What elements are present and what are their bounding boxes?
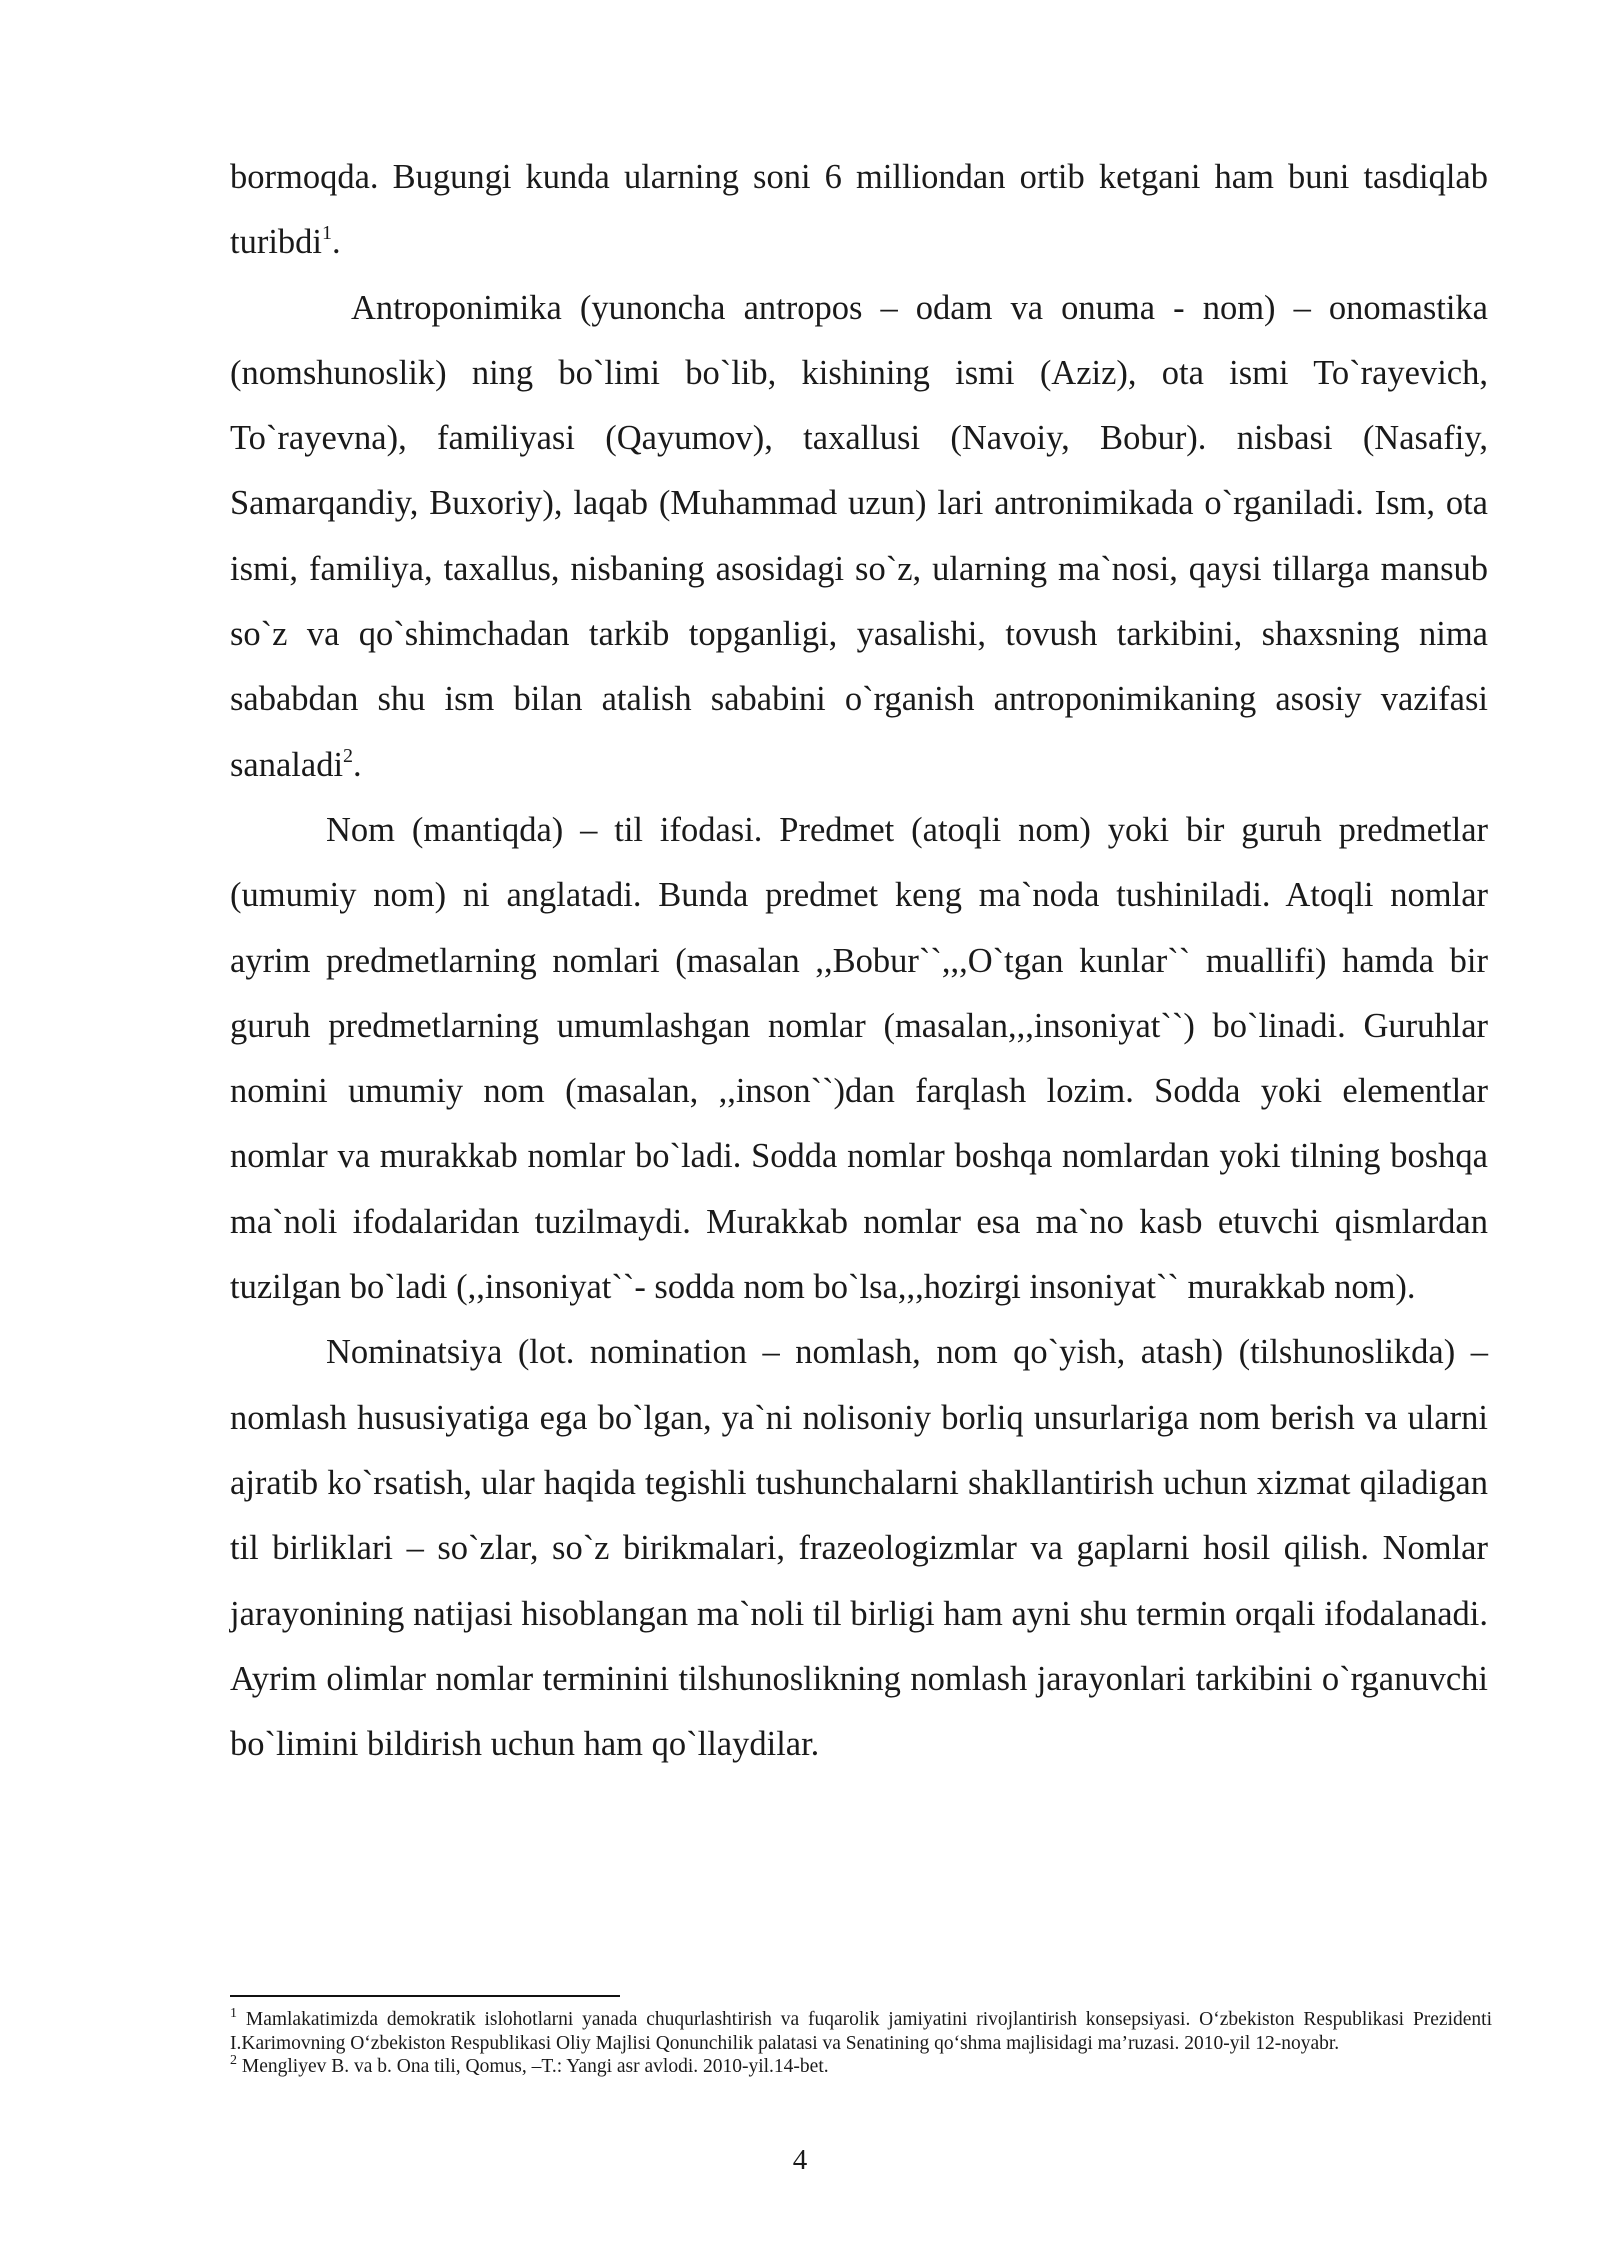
paragraph-3: Nom (mantiqda) – til ifodasi. Predmet (atoqli nom) yoki bir guruh predmetlar (umumiy nom) ni anglatadi. Bunda predmet keng ma`noda tushiniladi. Atoqli nomlar ayrim predmetlarning nomlari (masalan ,,Bobur``,,,O`tgan kunlar`` muallifi) hamda bir guruh predmetlarning umumlashgan nomlar (masalan,,,insoniyat``) bo`linadi. Guruhlar nomini umumiy nom (masalan, ,,inson``)dan farqlash lozim. Sodda yoki elementlar nomlar va murakkab nomlar bo`ladi. Sodda nomlar boshqa nomlardan yoki tilning boshqa ma`noli ifodalaridan tuzilmaydi. Murakkab nomlar esa ma`no kasb etuvchi qismlardan tuzilgan bo`ladi (,,insoniyat``- sodda nom bo`lsa,,,hozirgi insoniyat`` murakkab nom). xyxy=(230,810,1488,1307)
paragraph-2-tail: . xyxy=(353,745,362,784)
paragraph-2-text: Antroponimika (yunoncha antropos – odam va onuma - nom) – onomastika (nomshunoslik) ning bo`limi bo`lib, kishining ismi (Aziz), ota ismi To`rayevich, To`rayevna), familiyasi (Qayumov), taxallusi (Navoiy, Bobur). nisbasi (Nasafiy, Samarqandiy, Buxoriy), laqab (Muhammad uzun) lari antronimikada o`rganiladi. Ism, ota ismi, familiya, taxallus, nisbaning asosidagi so`z, ularning ma`nosi, qaysi tillarga mansub so`z va qo`shimchadan tarkib topganligi, yasalishi, tovush tarkibini, shaxsning nima sababdan shu ism bilan atalish sababini o`rganish antroponimikaning asosiy vazifasi sanaladi xyxy=(230,288,1488,784)
paragraph-1 xyxy=(230,145,1488,276)
footnote-1-marker: 1 xyxy=(230,2006,237,2021)
paragraph-4: Nominatsiya (lot. nomination – nomlash, nom qo`yish, atash) (tilshunoslikda) – nomlash hususiyatiga ega bo`lgan, ya`ni nolisoniy borliq unsurlariga nom berish va ularni ajratib ko`rsatish, ular haqida tegishli tushunchalarni shakllantirish uchun xizmat qiladigan til birliklari – so`zlar, so`z birikmalari, frazeologizmlar va gaplarni hosil qilish. Nomlar jarayonining natijasi hisoblangan ma`noli til birligi ham ayni shu termin orqali ifodalanadi. Ayrim olimlar nomlar terminini tilshunoslikning nomlash jarayonlari tarkibini o`rganuvchi bo`limini bildirish uchun ham qo`llaydilar. xyxy=(230,1333,1488,1764)
paragraph-1-text: bormoqda. Bugungi kunda ularning soni 6 milliondan ortib ketgani ham buni tasdiqlab turibdi xyxy=(230,158,1488,262)
footnote-1-text: Mamlakatimizda demokratik islohotlarni yanada chuqurlashtirish va fuqarolik jamiyatini rivojlantirish konsepsiyasi. O‘zbekiston Respublikasi Prezidenti I.Karimovning O‘zbekiston Respublikasi Oliy Majlisi Qonunchilik palatasi va Senatining qo‘shma majlisidagi ma’ruzasi. 2010-yil 12-noyabr. xyxy=(230,2009,1492,2054)
footnote-1 xyxy=(230,2008,1492,2055)
page-number: 4 xyxy=(792,2144,808,2176)
body-text xyxy=(230,145,1488,1777)
footnote-2 xyxy=(230,2055,1492,2079)
paragraph-1-tail: . xyxy=(332,223,341,262)
footnote-2-text: Mengliyev B. va b. Ona tili, Qomus, –T.: Yangi asr avlodi. 2010-yil.14-bet. xyxy=(237,2056,829,2077)
footnote-2-marker: 2 xyxy=(230,2053,237,2068)
footnote-separator xyxy=(230,1995,620,1997)
paragraph-2 xyxy=(230,276,1488,798)
footnote-ref-1: 1 xyxy=(322,222,332,245)
footnotes xyxy=(230,2008,1492,2079)
footnote-ref-2: 2 xyxy=(343,744,354,767)
